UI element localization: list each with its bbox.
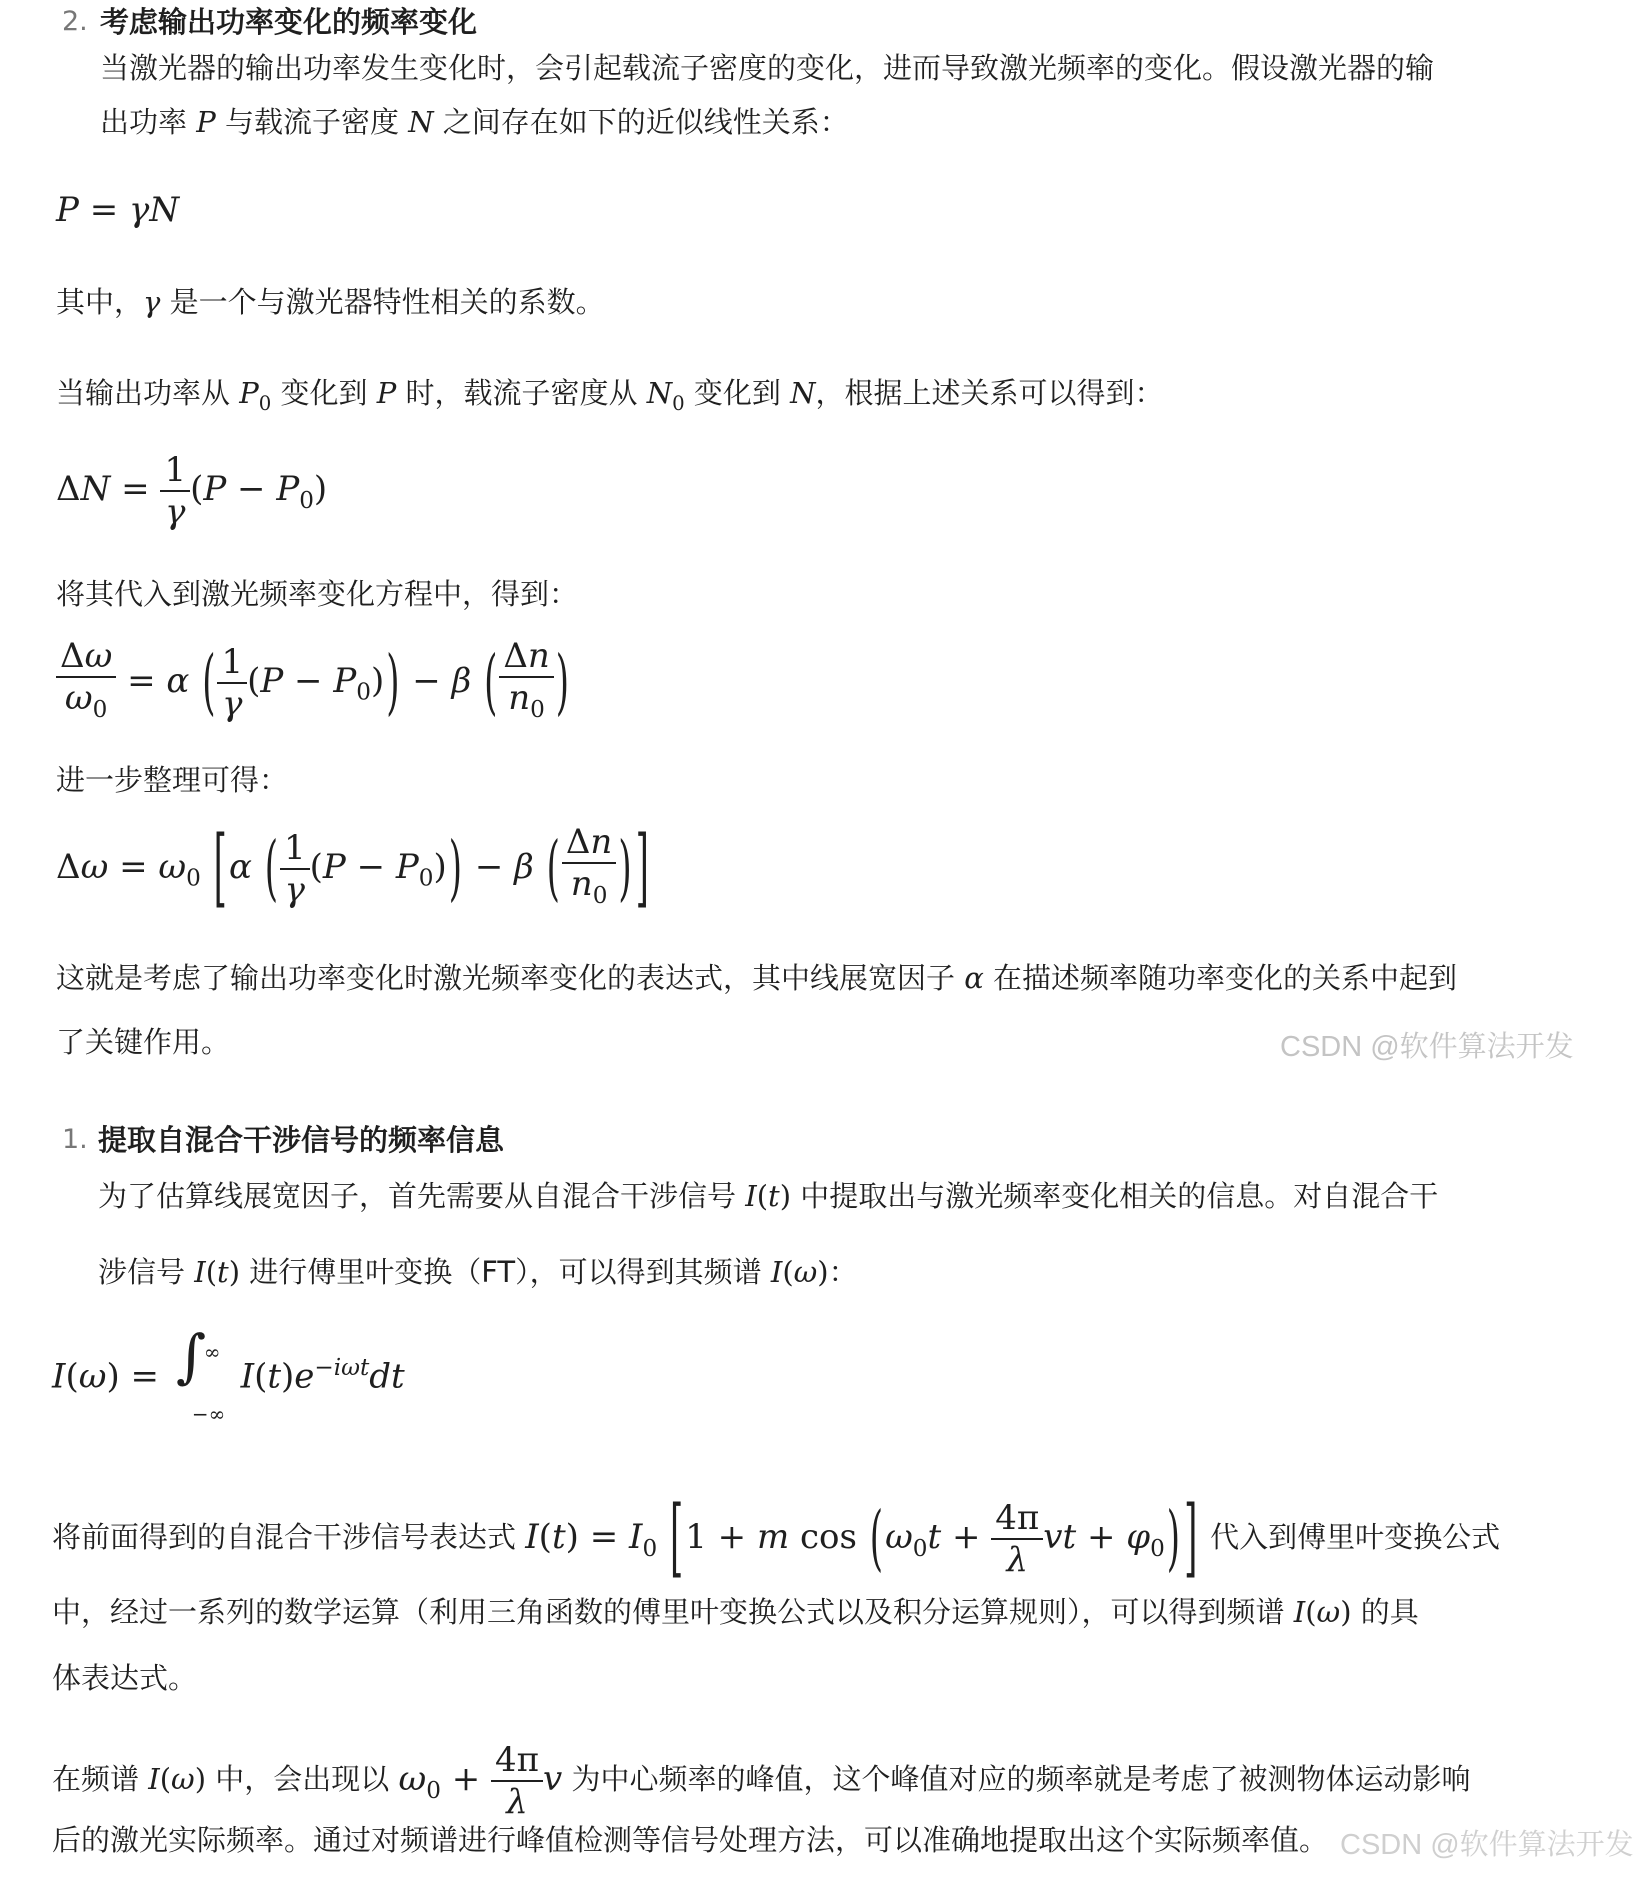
equation-delta-omega-ratio: $\frac{\Delta\omega}{\omega_0}$ = α ( $\frac{1}{\gamma}$ $(P - P_0)) - \beta$ ( $\frac{\Delta n}{n_0}$ )	[56, 636, 571, 730]
paragraph-line: 其中，γ 是一个与激光器特性相关的系数。	[56, 285, 605, 319]
equation-delta-n: ΔN = $\frac{1}{\gamma}$ $(P - P_0)$	[56, 450, 328, 532]
list-number: 2.	[62, 6, 88, 37]
csdn-watermark: CSDN @软件算法开发	[1340, 1829, 1634, 1861]
paragraph-line: 在频谱 I(ω) 中，会出现以 $\omega_0$ + $\frac{4\pi}{\lambda}$ v 为中心频率的峰值，这个峰值对应的频率就是考虑了被测物体运动影响	[52, 1740, 1471, 1822]
paragraph-line: 这就是考虑了输出功率变化时激光频率变化的表达式，其中线展宽因子 α 在描述频率随功率变化的关系中起到	[56, 961, 1458, 995]
equation-p-gamma-n: P = γN	[56, 190, 180, 230]
paragraph-line: 涉信号 I(t) 进行傅里叶变换（FT），可以得到其频谱 I(ω)：	[98, 1255, 858, 1289]
paragraph-line: 后的激光实际频率。通过对频谱进行峰值检测等信号处理方法，可以准确地提取出这个实际频率值。	[52, 1823, 1329, 1857]
section-heading: 提取自混合干涉信号的频率信息	[98, 1123, 505, 1157]
paragraph-line: 当输出功率从 $P_0$ 变化到 P 时，载流子密度从 $N_0$ 变化到 N，根据上述关系可以得到：	[56, 376, 1164, 415]
paragraph-line: 出功率 P 与载流子密度 N 之间存在如下的近似线性关系：	[100, 105, 849, 139]
paragraph-line: 中，经过一系列的数学运算（利用三角函数的傅里叶变换公式以及积分运算规则），可以得到频谱 I(ω) 的具	[52, 1595, 1419, 1629]
equation-fourier-transform: I(ω) = ∫ ∞ −∞ $I(t)e^{-i\omega t}dt$	[52, 1322, 405, 1427]
csdn-watermark: CSDN @软件算法开发	[1280, 1031, 1574, 1063]
list-number: 1.	[62, 1124, 88, 1155]
paragraph-line: 将前面得到的自混合干涉信号表达式 $I(t) = I_0$ [1 + m $\cos (\omega_0t$ + $\frac{4\pi}{\lambda}$ vt + $\varphi_0$) ] 代入到傅里叶变换公式	[52, 1489, 1501, 1589]
paragraph-line: 将其代入到激光频率变化方程中，得到：	[56, 577, 579, 611]
section-heading: 考虑输出功率变化的频率变化	[100, 5, 478, 39]
paragraph-line: 进一步整理可得：	[56, 763, 289, 797]
paragraph-line: 了关键作用。	[56, 1025, 231, 1059]
equation-delta-omega: $\Delta\omega = \omega_0$ [α ( $\frac{1}{\gamma}$ $(P - P_0)) - \beta$ ( $\frac{\Delta n}{n_0}$ ) ]	[56, 818, 649, 919]
paragraph-line: 体表达式。	[52, 1661, 198, 1695]
paragraph-line: 为了估算线展宽因子，首先需要从自混合干涉信号 I(t) 中提取出与激光频率变化相关的信息。对自混合干	[98, 1179, 1439, 1213]
paragraph-line: 当激光器的输出功率发生变化时，会引起载流子密度的变化，进而导致激光频率的变化。假设激光器的输	[100, 51, 1435, 85]
